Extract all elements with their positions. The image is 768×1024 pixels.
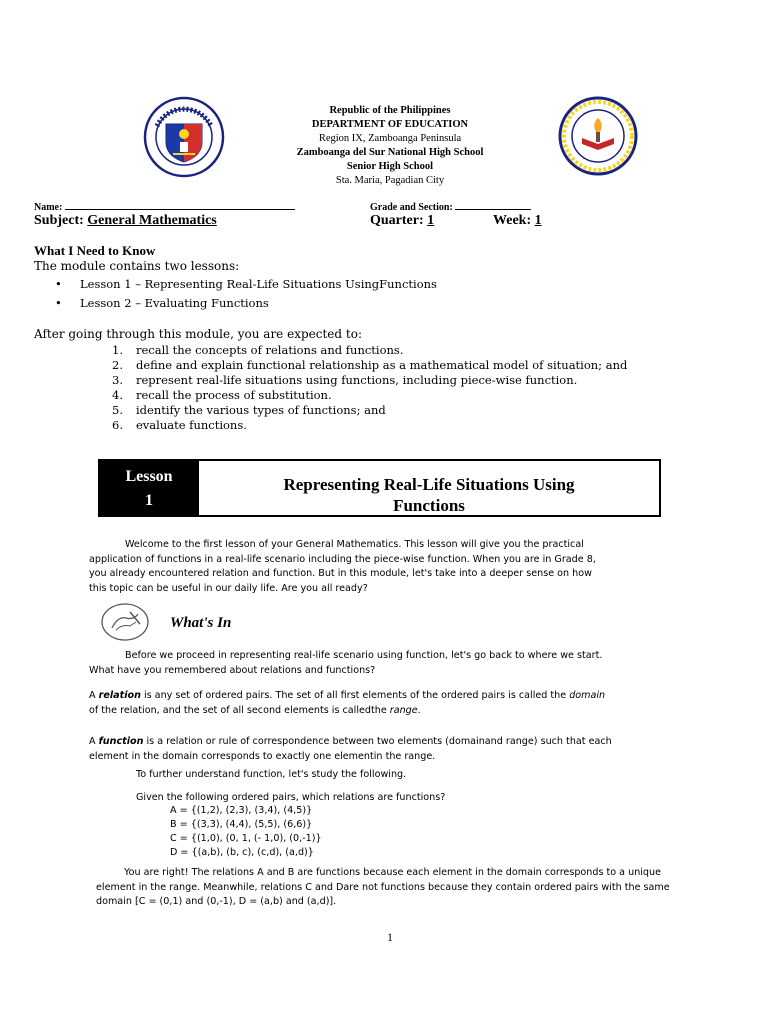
header-line-school: Zamboanga del Sur National High School xyxy=(296,147,484,158)
whats-in-line: Before we proceed in representing real-life scenario using function, let's go back to where we start. xyxy=(125,650,603,661)
lesson-title-line: Representing Real-Life Situations Using xyxy=(283,475,575,494)
subject-field xyxy=(34,213,217,229)
objectives-list xyxy=(112,343,718,433)
lesson-tag-number: 1 xyxy=(145,492,153,509)
lesson-list-item: • Lesson 1 – Representing Real-Life Situations UsingFunctions xyxy=(55,275,555,294)
objective-item: 6. evaluate functions. xyxy=(112,418,247,432)
week-label: Week: xyxy=(493,213,532,228)
deped-seal-logo xyxy=(143,96,225,178)
relation-line: of the relation, and the set of all second elements is calledthe range. xyxy=(89,704,421,716)
welcome-line: Welcome to the first lesson of your General Mathematics. This lesson will give you the practical xyxy=(125,539,584,550)
grade-section-blank[interactable] xyxy=(455,200,531,210)
lesson-tag-label: Lesson xyxy=(125,468,173,485)
grade-section-label: Grade and Section: xyxy=(370,202,453,213)
relation-line: A relation is any set of ordered pairs. The set of all first elements of the ordered pairs is called the domain xyxy=(89,690,606,701)
relation-definition xyxy=(89,689,729,718)
objective-item: 5. identify the various types of functions; and xyxy=(112,403,386,417)
whats-in-intro xyxy=(89,649,729,678)
header-line-city: Sta. Maria, Pagadian City xyxy=(335,175,445,186)
further-understand-text: To further understand function, let's study the following. xyxy=(136,769,407,780)
function-definition xyxy=(89,735,729,764)
objective-item: 1. recall the concepts of relations and functions. xyxy=(112,343,404,357)
objective-item: 3. represent real-life situations using functions, including piece-wise function. xyxy=(112,373,578,387)
given-pairs-text: Given the following ordered pairs, which relations are functions? xyxy=(136,792,446,803)
lesson-list-item: • Lesson 2 – Evaluating Functions xyxy=(55,294,555,313)
term-relation: relation xyxy=(98,690,141,701)
name-label: Name: xyxy=(34,202,63,213)
lesson-title-box xyxy=(98,459,661,517)
welcome-paragraph xyxy=(89,538,729,596)
objective-item: 2. define and explain functional relationship as a mathematical model of situation; and xyxy=(112,358,628,372)
after-module-text: After going through this module, you are expected to: xyxy=(34,327,362,341)
answer-line: element in the range. Meanwhile, relations C and Dare not functions because they contain ordered pairs with the same xyxy=(96,881,670,893)
whats-in-line: What have you remembered about relations and functions? xyxy=(89,664,376,676)
set-b: B = {(3,3), (4,4), (5,5), (6,6)} xyxy=(170,819,313,830)
school-seal-logo xyxy=(558,96,638,176)
module-intro: The module contains two lessons: xyxy=(34,259,240,273)
header-line-republic: Republic of the Philippines xyxy=(329,105,451,116)
quarter-value: 1 xyxy=(427,213,435,228)
welcome-line: you already encountered relation and function. But in this module, let's take into a deeper sense on how xyxy=(89,568,592,579)
ordered-pair-sets xyxy=(170,804,322,860)
grade-section-field xyxy=(370,200,531,213)
section-heading-whats-in: What's In xyxy=(170,615,232,631)
header-line-deped: DEPARTMENT OF EDUCATION xyxy=(311,119,469,130)
week-value: 1 xyxy=(534,213,542,228)
set-d: D = {(a,b), (b, c), (c,d), (a,d)} xyxy=(170,847,314,858)
set-c: C = {(1,0), (0, 1, (- 1,0), (0,-1)} xyxy=(170,833,322,844)
welcome-line: application of functions in a real-life scenario including the piece-wise function. When you are in Grade 8, xyxy=(89,553,596,565)
quarter-label: Quarter: xyxy=(370,213,424,228)
term-function: function xyxy=(98,736,144,747)
lesson-list xyxy=(55,275,555,313)
objective-item: 4. recall the process of substitution. xyxy=(112,388,332,402)
lesson-number-tag xyxy=(100,461,198,515)
function-line: A function is a relation or rule of correspondence between two elements (domainand range) such that each xyxy=(89,736,612,747)
name-blank[interactable] xyxy=(65,200,295,210)
subject-value: General Mathematics xyxy=(87,213,217,228)
header-line-shs: Senior High School xyxy=(346,161,434,172)
page-number: 1 xyxy=(387,930,393,944)
function-line: element in the domain corresponds to exactly one elementin the range. xyxy=(89,750,436,762)
welcome-line: this topic can be useful in our daily life. Are you all ready? xyxy=(89,582,368,594)
week-field xyxy=(493,213,542,229)
answer-line: You are right! The relations A and B are functions because each element in the domain corresponds to a unique xyxy=(124,867,662,878)
set-a: A = {(1,2), (2,3), (3,4), (4,5)} xyxy=(170,805,313,816)
section-heading-need-to-know: What I Need to Know xyxy=(34,243,156,258)
term-range: range xyxy=(389,704,418,716)
answer-line: domain [C = (0,1) and (0,-1), D = (a,b) and (a,d)]. xyxy=(96,896,337,907)
lesson-title xyxy=(198,461,659,515)
term-domain: domain xyxy=(569,690,606,701)
subject-label: Subject: xyxy=(34,213,84,228)
answer-paragraph xyxy=(96,866,736,910)
school-header xyxy=(230,104,550,188)
lesson-title-line: Functions xyxy=(393,496,465,515)
quarter-field xyxy=(370,213,434,229)
name-field xyxy=(34,200,295,213)
header-line-region: Region IX, Zamboanga Peninsula xyxy=(318,133,462,144)
hand-writing-icon xyxy=(100,602,150,642)
